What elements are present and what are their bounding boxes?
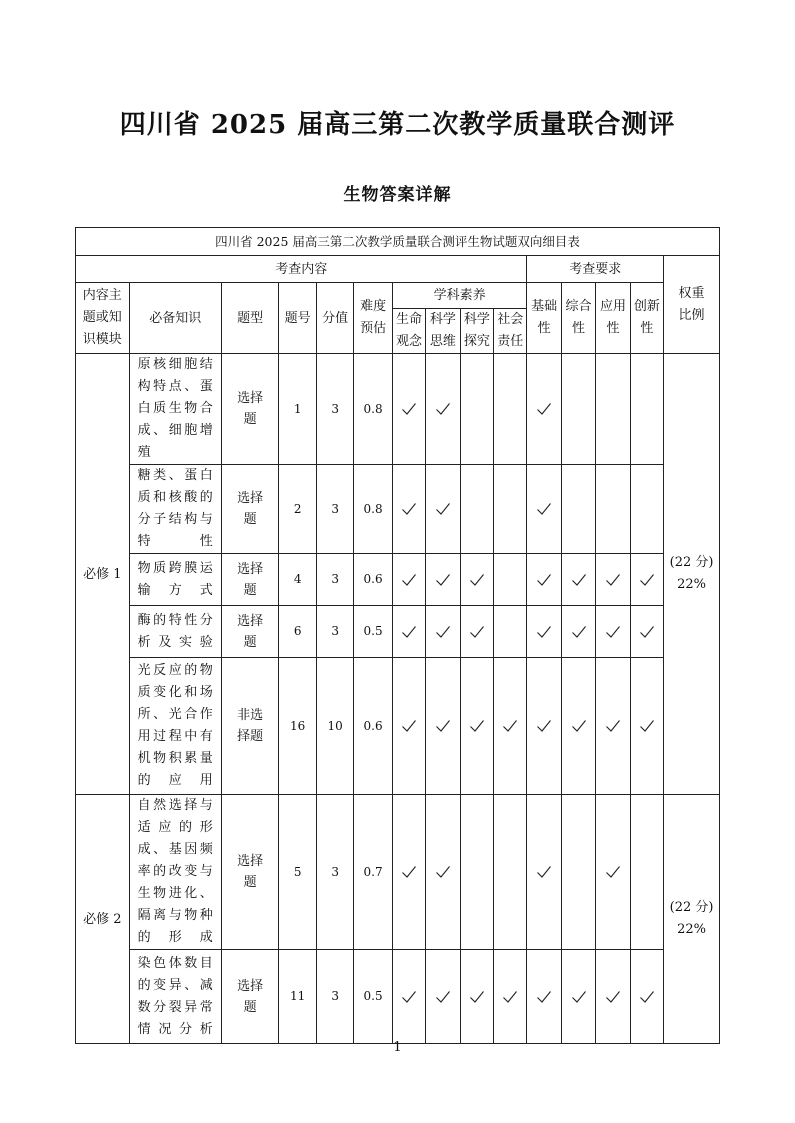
difficulty-cell: 0.6 xyxy=(354,554,392,606)
table-row xyxy=(76,606,720,658)
check-cell-life xyxy=(392,795,425,950)
header-number: 题号 xyxy=(279,283,316,354)
check-cell-social xyxy=(494,465,527,554)
check-mark-icon xyxy=(605,718,621,734)
check-cell-basic xyxy=(527,554,561,606)
check-cell-inquiry xyxy=(460,795,493,950)
check-mark-icon xyxy=(435,572,451,588)
header-social: 社会责任 xyxy=(494,309,527,354)
check-cell-social xyxy=(494,950,527,1044)
check-cell-inquiry xyxy=(460,606,493,658)
score-cell: 3 xyxy=(316,465,353,554)
check-cell-application xyxy=(596,795,630,950)
check-cell-thinking xyxy=(426,606,460,658)
table-row xyxy=(76,354,720,465)
header-requirement: 考查要求 xyxy=(527,256,664,283)
check-mark-icon xyxy=(536,401,552,417)
check-cell-inquiry xyxy=(460,950,493,1044)
check-cell-comprehensive xyxy=(561,554,595,606)
check-mark-icon xyxy=(469,572,485,588)
check-mark-icon xyxy=(536,718,552,734)
check-mark-icon xyxy=(605,624,621,640)
check-cell-inquiry xyxy=(460,554,493,606)
table-row xyxy=(76,554,720,606)
check-mark-icon xyxy=(469,989,485,1005)
type-cell: 非选择题 xyxy=(221,658,279,795)
number-cell: 6 xyxy=(279,606,316,658)
check-cell-life xyxy=(392,354,425,465)
check-cell-basic xyxy=(527,606,561,658)
check-cell-basic xyxy=(527,950,561,1044)
check-mark-icon xyxy=(639,718,655,734)
check-mark-icon xyxy=(605,864,621,880)
header-weight: 权重比例 xyxy=(664,256,720,354)
check-mark-icon xyxy=(639,624,655,640)
header-comprehensive: 综合性 xyxy=(561,283,595,354)
check-cell-thinking xyxy=(426,465,460,554)
number-cell: 5 xyxy=(279,795,316,950)
check-cell-life xyxy=(392,606,425,658)
knowledge-cell: 光反应的物质变化和场所、光合作用过程中有机物积累量的应用 xyxy=(129,658,221,795)
check-cell-life xyxy=(392,465,425,554)
type-cell: 选择题 xyxy=(221,465,279,554)
check-mark-icon xyxy=(435,864,451,880)
check-cell-comprehensive xyxy=(561,606,595,658)
check-cell-innovation xyxy=(630,354,663,465)
page-title: 四川省 2025 届高三第二次教学质量联合测评 xyxy=(119,110,676,140)
knowledge-cell: 自然选择与适应的形成、基因频率的改变与生物进化、隔离与物种的形成 xyxy=(129,795,221,950)
weight-cell: (22 分) 22% xyxy=(664,795,720,1044)
table-row xyxy=(76,950,720,1044)
header-application: 应用性 xyxy=(596,283,630,354)
check-mark-icon xyxy=(469,718,485,734)
check-mark-icon xyxy=(401,864,417,880)
check-cell-thinking xyxy=(426,658,460,795)
check-mark-icon xyxy=(502,718,518,734)
check-cell-comprehensive xyxy=(561,950,595,1044)
check-cell-life xyxy=(392,950,425,1044)
check-cell-thinking xyxy=(426,354,460,465)
specification-table xyxy=(75,227,720,1044)
check-cell-inquiry xyxy=(460,354,493,465)
check-cell-basic xyxy=(527,658,561,795)
check-mark-icon xyxy=(401,718,417,734)
table-row xyxy=(76,658,720,795)
check-cell-social xyxy=(494,658,527,795)
score-cell: 3 xyxy=(316,606,353,658)
check-mark-icon xyxy=(502,989,518,1005)
check-mark-icon xyxy=(536,572,552,588)
difficulty-cell: 0.6 xyxy=(354,658,392,795)
check-mark-icon xyxy=(571,989,587,1005)
module-cell: 必修 1 xyxy=(76,354,130,795)
knowledge-cell: 酶的特性分析及实验 xyxy=(129,606,221,658)
check-mark-icon xyxy=(401,501,417,517)
check-cell-comprehensive xyxy=(561,658,595,795)
number-cell: 2 xyxy=(279,465,316,554)
check-mark-icon xyxy=(435,718,451,734)
difficulty-cell: 0.8 xyxy=(354,465,392,554)
check-cell-innovation xyxy=(630,606,663,658)
check-cell-innovation xyxy=(630,554,663,606)
table-row xyxy=(76,465,720,554)
weight-cell: (22 分) 22% xyxy=(664,354,720,795)
check-cell-thinking xyxy=(426,950,460,1044)
header-theme: 内容主题或知识模块 xyxy=(76,283,130,354)
check-cell-basic xyxy=(527,795,561,950)
check-mark-icon xyxy=(435,501,451,517)
page-subtitle: 生物答案详解 xyxy=(343,185,452,205)
header-inquiry: 科学探究 xyxy=(460,309,493,354)
check-cell-application xyxy=(596,950,630,1044)
check-cell-comprehensive xyxy=(561,354,595,465)
check-cell-inquiry xyxy=(460,658,493,795)
check-mark-icon xyxy=(605,572,621,588)
header-life: 生命观念 xyxy=(392,309,425,354)
score-cell: 3 xyxy=(316,950,353,1044)
check-cell-application xyxy=(596,554,630,606)
header-knowledge: 必备知识 xyxy=(129,283,221,354)
number-cell: 16 xyxy=(279,658,316,795)
table-caption: 四川省 2025 届高三第二次教学质量联合测评生物试题双向细目表 xyxy=(76,228,720,256)
type-cell: 选择题 xyxy=(221,795,279,950)
check-mark-icon xyxy=(639,989,655,1005)
check-mark-icon xyxy=(536,624,552,640)
check-cell-application xyxy=(596,606,630,658)
header-difficulty: 难度预估 xyxy=(354,283,392,354)
check-cell-basic xyxy=(527,354,561,465)
header-innovation: 创新性 xyxy=(630,283,663,354)
check-mark-icon xyxy=(401,624,417,640)
number-cell: 11 xyxy=(279,950,316,1044)
check-mark-icon xyxy=(401,572,417,588)
check-cell-innovation xyxy=(630,465,663,554)
check-mark-icon xyxy=(435,401,451,417)
check-cell-innovation xyxy=(630,795,663,950)
check-cell-comprehensive xyxy=(561,795,595,950)
score-cell: 3 xyxy=(316,354,353,465)
page-number: 1 xyxy=(393,1040,402,1055)
check-mark-icon xyxy=(435,989,451,1005)
check-cell-innovation xyxy=(630,658,663,795)
check-cell-life xyxy=(392,658,425,795)
score-cell: 3 xyxy=(316,795,353,950)
check-mark-icon xyxy=(401,401,417,417)
check-mark-icon xyxy=(571,718,587,734)
check-cell-application xyxy=(596,658,630,795)
knowledge-cell: 糖类、蛋白质和核酸的分子结构与特性 xyxy=(129,465,221,554)
check-cell-social xyxy=(494,354,527,465)
check-mark-icon xyxy=(605,989,621,1005)
check-cell-social xyxy=(494,606,527,658)
header-basic: 基础性 xyxy=(527,283,561,354)
check-mark-icon xyxy=(536,864,552,880)
check-cell-application xyxy=(596,354,630,465)
header-literacy: 学科素养 xyxy=(392,283,527,309)
type-cell: 选择题 xyxy=(221,950,279,1044)
difficulty-cell: 0.8 xyxy=(354,354,392,465)
knowledge-cell: 染色体数目的变异、减数分裂异常情况分析 xyxy=(129,950,221,1044)
score-cell: 10 xyxy=(316,658,353,795)
check-mark-icon xyxy=(571,572,587,588)
header-type: 题型 xyxy=(221,283,279,354)
difficulty-cell: 0.5 xyxy=(354,606,392,658)
number-cell: 1 xyxy=(279,354,316,465)
module-cell: 必修 2 xyxy=(76,795,130,1044)
check-mark-icon xyxy=(401,989,417,1005)
knowledge-cell: 原核细胞结构特点、蛋白质生物合成、细胞增殖 xyxy=(129,354,221,465)
score-cell: 3 xyxy=(316,554,353,606)
check-mark-icon xyxy=(435,624,451,640)
header-score: 分值 xyxy=(316,283,353,354)
type-cell: 选择题 xyxy=(221,354,279,465)
check-cell-social xyxy=(494,795,527,950)
knowledge-cell: 物质跨膜运输方式 xyxy=(129,554,221,606)
difficulty-cell: 0.7 xyxy=(354,795,392,950)
type-cell: 选择题 xyxy=(221,606,279,658)
check-mark-icon xyxy=(571,624,587,640)
number-cell: 4 xyxy=(279,554,316,606)
check-cell-innovation xyxy=(630,950,663,1044)
check-mark-icon xyxy=(469,624,485,640)
check-mark-icon xyxy=(639,572,655,588)
check-mark-icon xyxy=(536,989,552,1005)
check-cell-comprehensive xyxy=(561,465,595,554)
check-cell-application xyxy=(596,465,630,554)
difficulty-cell: 0.5 xyxy=(354,950,392,1044)
check-mark-icon xyxy=(536,501,552,517)
header-thinking: 科学思维 xyxy=(426,309,460,354)
check-cell-thinking xyxy=(426,795,460,950)
check-cell-inquiry xyxy=(460,465,493,554)
type-cell: 选择题 xyxy=(221,554,279,606)
check-cell-basic xyxy=(527,465,561,554)
check-cell-life xyxy=(392,554,425,606)
table-row xyxy=(76,795,720,950)
header-content: 考查内容 xyxy=(76,256,527,283)
check-cell-thinking xyxy=(426,554,460,606)
check-cell-social xyxy=(494,554,527,606)
